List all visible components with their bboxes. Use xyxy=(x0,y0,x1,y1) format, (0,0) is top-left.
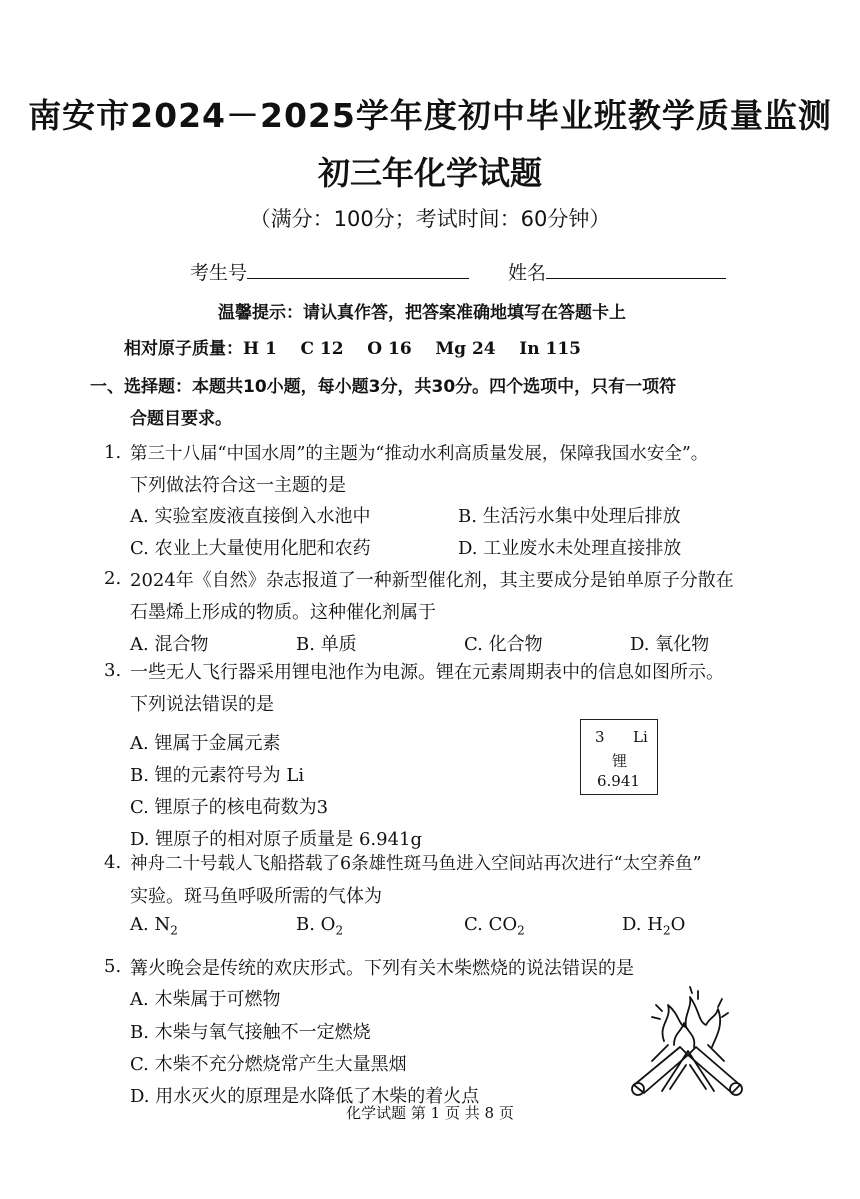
option-c: C. $CO_2$ xyxy=(464,914,525,938)
option-c: C. 化合物 xyxy=(464,634,543,655)
exam-id-label: 考生号 xyxy=(190,262,248,284)
question-number: 3. xyxy=(104,660,122,681)
question-number: 2. xyxy=(104,568,122,589)
question-stem: 篝火晚会是传统的欢庆形式。下列有关木柴燃烧的说法错误的是 xyxy=(130,958,634,979)
option-d: D. 用水灭火的原理是水降低了木柴的着火点 xyxy=(130,1086,480,1107)
element-name: 锂 xyxy=(612,752,628,770)
option-c: C. 农业上大量使用化肥和农药 xyxy=(130,538,371,559)
option-b: B. 木柴与氧气接触不一定燃烧 xyxy=(130,1022,371,1043)
section1-heading: 一、选择题：本题共10小题，每小题3分，共30分。四个选项中，只有一项符 xyxy=(90,377,677,397)
option-b: B. 锂的元素符号为 Li xyxy=(130,765,305,786)
flame-icon xyxy=(662,997,720,1047)
name-blank[interactable] xyxy=(546,260,726,279)
exam-subtitle: 初三年化学试题 xyxy=(317,154,542,192)
question-number: 4. xyxy=(104,852,122,873)
exam-score-time: （满分：100分；考试时间：60分钟） xyxy=(249,207,611,231)
option-d: D. $H_2O$ xyxy=(622,914,686,938)
option-a: A. 混合物 xyxy=(130,634,209,655)
option-d: D. 工业废水未处理直接排放 xyxy=(458,538,682,559)
exam-id-blank[interactable] xyxy=(247,260,469,279)
periodic-cell-lithium xyxy=(580,719,658,795)
option-d: D. 锂原子的相对原子质量是 6.941g xyxy=(130,829,423,850)
question-stem: 第三十八届“中国水周”的主题为“推动水利高质量发展，保障我国水安全”。 xyxy=(130,444,709,464)
question-number: 1. xyxy=(104,442,122,463)
atomic-mass: 6.941 xyxy=(597,772,640,790)
question-stem: 下列说法错误的是 xyxy=(130,694,274,715)
question-stem: 石墨烯上形成的物质。这种催化剂属于 xyxy=(130,602,436,623)
question-stem: 2024年《自然》杂志报道了一种新型催化剂，其主要成分是铂单原子分散在 xyxy=(130,570,734,591)
option-c: C. 木柴不充分燃烧常产生大量黑烟 xyxy=(130,1054,407,1075)
exam-id-field xyxy=(190,258,469,285)
exam-title: 南安市2024－2025学年度初中毕业班教学质量监测 xyxy=(28,96,832,135)
question-stem: 神舟二十号载人飞船搭载了6条雄性斑马鱼进入空间站再次进行“太空养鱼” xyxy=(130,854,702,874)
atomic-number: 3 xyxy=(595,728,605,746)
option-a: A. 锂属于金属元素 xyxy=(130,733,281,754)
option-a: A. 木柴属于可燃物 xyxy=(130,989,281,1010)
question-stem: 一些无人飞行器采用锂电池作为电源。锂在元素周期表中的信息如图所示。 xyxy=(130,662,724,683)
tip-text: 温馨提示：请认真作答，把答案准确地填写在答题卡上 xyxy=(218,303,626,323)
option-b: B. $O_2$ xyxy=(296,914,344,938)
option-b: B. 单质 xyxy=(296,634,357,655)
element-symbol: Li xyxy=(633,728,648,746)
bonfire-illustration xyxy=(628,985,748,1097)
option-d: D. 氧化物 xyxy=(630,634,710,655)
option-c: C. 锂原子的核电荷数为3 xyxy=(130,797,329,818)
option-b: B. 生活污水集中处理后排放 xyxy=(458,506,681,527)
option-a: A. $N_2$ xyxy=(130,914,178,938)
name-label: 姓名 xyxy=(508,262,547,284)
section1-heading-cont: 合题目要求。 xyxy=(130,409,232,429)
question-stem: 下列做法符合这一主题的是 xyxy=(130,475,346,496)
name-field xyxy=(508,258,726,285)
question-stem: 实验。斑马鱼呼吸所需的气体为 xyxy=(130,886,382,907)
option-a: A. 实验室废液直接倒入水池中 xyxy=(130,506,371,527)
atomic-mass-text: 相对原子质量：H 1 C 12 O 16 Mg 24 In 115 xyxy=(124,339,581,359)
question-number: 5. xyxy=(104,956,122,977)
page-footer: 化学试题 第 1 页 共 8 页 xyxy=(346,1104,514,1122)
